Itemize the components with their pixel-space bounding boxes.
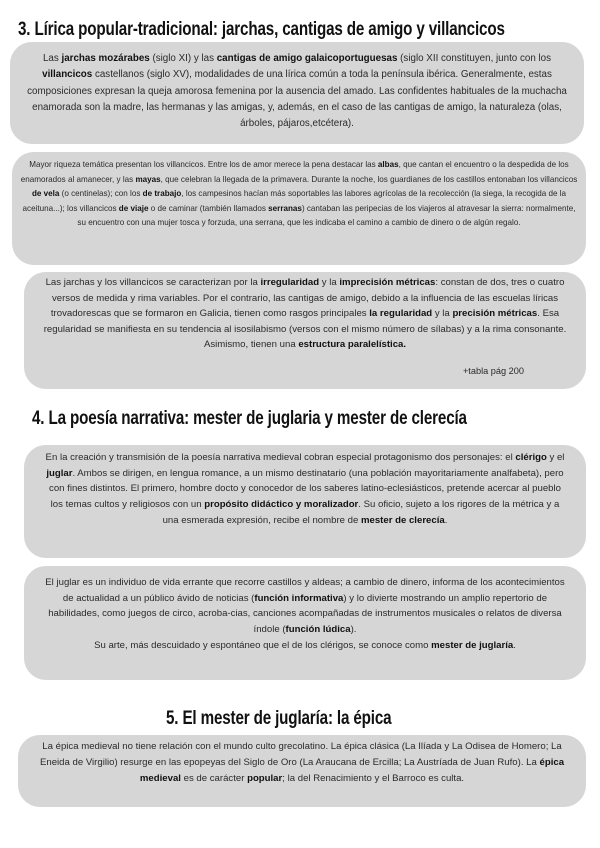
juglar-text: El juglar es un individuo de vida errante que recorre castillos y aldeas; a cambio de dinero, informa de los acontecimientos de actualidad a un público ávido de noticias (función informativa) y lo divierte mostrando un amplio repertorio de habilidades, como juegos de circo, acroba-cias, canciones acompañadas de instrumentos musicales o relatos de diversa índole (función lúdica).	[45, 577, 565, 636]
epic-box	[18, 735, 586, 807]
lyric-intro-box	[10, 42, 584, 144]
narrative-text: En la creación y transmisión de la poesía narrativa medieval cobran especial protagonismo dos personajes: el clérigo y el juglar. Ambos se dirigen, en lengua romance, a un mismo destinatario (una población mayoritariamente analfabeta), pero con fines distintos. El primero, hombre docto y conocedor de los saberes latino-eclesiásticos, pretende acercar al pueblo los temas cultos y religiosos con un propósito didáctico y moralizador. Su oficio, sujeto a los rigores de la métrica y a una esmerada expresión, recibe el nombre de mester de clerecía.	[45, 452, 565, 526]
metrics-text-end: Asimismo, tienen una estructura paralelística.	[203, 339, 407, 351]
metrics-box	[24, 272, 586, 389]
juglar-text-end: Su arte, más descuidado y espontáneo que el de los clérigos, se conoce como mester de juglaría.	[94, 639, 516, 651]
juglar-box	[24, 566, 586, 680]
narrative-box	[24, 445, 586, 558]
section-5-heading: 5. El mester de juglaría: la épica	[166, 707, 392, 729]
metrics-text: Las jarchas y los villancicos se caracterizan por la irregularidad y la imprecisión métricas: constan de dos, tres o cuatro versos de medida y rima variables. Por el contrario, las cantigas de amigo, debido a la influencia de las escuelas líricas	[45, 277, 565, 304]
villancicos-text: Mayor riqueza temática presentan los villancicos. Entre los de amor merece la pena destacar las albas, que cantan el encuentro o la despedida de los enamorados al amanecer, y las mayas, que celebran la llegada de la primavera. Durante la noche, los guardianes de los castillos entonaban los villancicos de vela (o centinelas); con los de trabajo, los campesinos hacían más soportables las labores agrícolas de la recolección (la siega, la recogida de la aceituna...); los villancicos de viaje o de caminar (también llamados serranas) cantaban las peripecias de los viajeros al atravesar la sierra: normalmente, su encuentro con una mujer tosca y forzuda, una serrana, que les indicaba el camino a cambio de dinero o de algún regalo.	[20, 160, 578, 227]
table-reference-note: +tabla pág 200	[462, 366, 524, 377]
epic-text: La épica medieval no tiene relación con el mundo culto grecolatino. La épica clásica (La Ilíada y La Odisea de Homero; La Eneida de Virgilio) resurge en las epopeyas del Siglo de Oro (La Araucana de Ercilla; La Austríada de Juan Rufo). La épica medieval es de carácter popular; la del Renacimiento y el Barroco es culta.	[39, 741, 565, 784]
section-4-heading: 4. La poesía narrativa: mester de juglaria y mester de clerecía	[32, 407, 467, 429]
section-3-heading: 3. Lírica popular-tradicional: jarchas, cantigas de amigo y villancicos	[18, 18, 505, 40]
lyric-intro-text: Las jarchas mozárabes (siglo XI) y las cantigas de amigo galaicoportuguesas (siglo XII constituyen, junto con los villancicos castellanos (siglo XV), modalidades de una lírica común a toda la península ibérica. Generalmente, estas composiciones expresan la queja amorosa femenina por la ausencia del amado. Las confidentes habituales de la muchacha enamorada son la madre, las hermanas y las amigas, y, además, en el caso de las cantigas de amigo, la naturaleza (olas, árboles, pájaros,etcétera).	[27, 53, 567, 130]
villancicos-box	[12, 152, 586, 265]
metrics-text-cont: trovadorescas que se formaron en Galicia, tienen como rasgos principales la regularidad y la precisión métricas. Esa regularidad se manifiesta en su tendencia al isosilabismo (versos con el mismo número de sílabas) y a la rima consonante.	[43, 308, 567, 335]
